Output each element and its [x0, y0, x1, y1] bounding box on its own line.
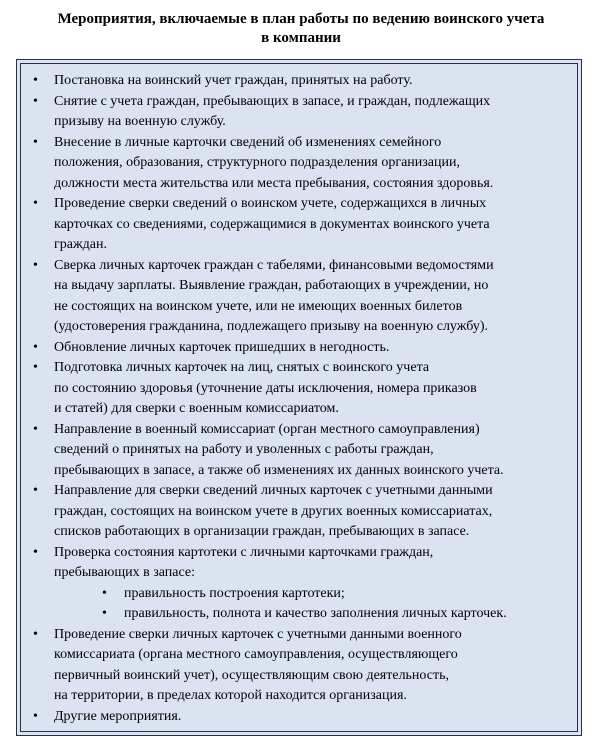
- list-item: [21, 92, 577, 133]
- list-item-text-line: Направление в военный комиссариат (орган местного самоуправления): [54, 421, 480, 437]
- list-item-text-line: Другие мероприятия.: [54, 708, 182, 724]
- sub-list-item: [54, 604, 571, 625]
- list-item-text-line: на выдачу зарплаты. Выявление граждан, работающих в учреждении, но: [54, 278, 489, 293]
- list-item: [21, 71, 577, 92]
- bullet-icon: •: [33, 339, 38, 355]
- list-item-text-line: Подготовка личных карточек на лиц, снятых с воинского учета: [54, 360, 430, 375]
- list-item-text-line: граждан.: [54, 237, 107, 252]
- list-item-text-line: Проведение сверки сведений о воинском учете, содержащихся в личных: [54, 196, 487, 211]
- list-item-text-line: карточках со сведениями, содержащимися в документах воинского учета: [54, 216, 490, 232]
- sub-list: [54, 584, 571, 625]
- bullet-icon: •: [33, 196, 38, 211]
- list-item-text-line: не состоящих на воинском учете, или не имеющих военных билетов: [54, 298, 463, 314]
- list-item-text-line: Проведение сверки личных карточек с учетными данными военного: [54, 626, 462, 642]
- list-item-text-line: Направление для сверки сведений личных карточек с учетными данными: [54, 483, 493, 498]
- list-item-text-line: пребывающих в запасе:: [54, 565, 195, 580]
- list-item: [21, 358, 577, 420]
- list-item-text-line: (удостоверения гражданина, подлежащего призыву на военную службу).: [54, 319, 488, 334]
- bullet-icon: •: [33, 708, 38, 724]
- list-item: [21, 133, 577, 195]
- list-item-text-line: призыву на военную службу.: [54, 114, 226, 129]
- measures-list: [21, 71, 577, 727]
- bullet-icon: •: [102, 585, 107, 601]
- bullet-icon: •: [33, 483, 38, 498]
- list-item: [21, 420, 577, 482]
- list-item-text-line: пребывающих в запасе, а также об изменениях их данных воинского учета.: [54, 462, 504, 478]
- list-item-text-line: на территории, в пределах которой находится организация.: [54, 688, 407, 703]
- list-item-text-line: положения, образования, структурного подразделения организации,: [54, 155, 460, 170]
- bullet-icon: •: [102, 606, 107, 621]
- list-item: [21, 707, 577, 728]
- list-item-text-line: сведений о принятых на работу и уволенных с работы граждан,: [54, 442, 434, 457]
- bullet-icon: •: [33, 626, 38, 642]
- list-item-text-line: первичный воинский учет), осуществляющим свою деятельность,: [54, 667, 449, 683]
- list-item: [21, 481, 577, 543]
- sub-list-item: [54, 584, 571, 605]
- list-item-text-line: Обновление личных карточек пришедших в негодность.: [54, 339, 390, 355]
- list-item: [21, 256, 577, 338]
- page-title: [10, 10, 592, 48]
- sub-list-item-text: правильность, полнота и качество заполнения личных карточек.: [124, 606, 507, 621]
- measures-panel: [16, 59, 582, 736]
- list-item-text-line: граждан, состоящих на воинском учете в других военных комиссариатах,: [54, 503, 493, 519]
- bullet-icon: •: [33, 257, 38, 273]
- list-item-text-line: и статей) для сверки с военным комиссариатом.: [54, 401, 339, 416]
- list-item-text-line: должности места жительства или места пребывания, состояния здоровья.: [54, 175, 494, 191]
- list-item-text-line: Снятие с учета граждан, пребывающих в запасе, и граждан, подлежащих: [54, 93, 491, 109]
- list-item-text-line: комиссариата (органа местного самоуправления, осуществляющего: [54, 647, 458, 662]
- bullet-icon: •: [33, 421, 38, 437]
- list-item: [21, 543, 577, 625]
- bullet-icon: •: [33, 544, 38, 560]
- list-item: [21, 625, 577, 707]
- title-line-1: Мероприятия, включаемые в план работы по ведению воинского учета: [57, 11, 545, 27]
- list-item-text-line: Сверка личных карточек граждан с табелями, финансовыми ведомостями: [54, 257, 494, 273]
- list-item: [21, 338, 577, 359]
- bullet-icon: •: [33, 360, 38, 375]
- list-item-text-line: Проверка состояния картотеки с личными карточками граждан,: [54, 544, 434, 560]
- bullet-icon: •: [33, 73, 38, 88]
- list-item: [21, 194, 577, 256]
- list-item-text-line: Внесение в личные карточки сведений об изменениях семейного: [54, 134, 442, 150]
- title-line-2: в компании: [261, 30, 341, 46]
- bullet-icon: •: [33, 134, 38, 150]
- panel-inner-border: [20, 63, 578, 732]
- list-item-text-line: по состоянию здоровья (уточнение даты исключения, номера приказов: [54, 380, 477, 396]
- sub-list-item-text: правильность построения картотеки;: [124, 585, 345, 601]
- list-item-text-line: Постановка на воинский учет граждан, принятых на работу.: [54, 73, 413, 88]
- list-item-text-line: списков работающих в организации граждан, пребывающих в запасе.: [54, 524, 470, 539]
- bullet-icon: •: [33, 93, 38, 109]
